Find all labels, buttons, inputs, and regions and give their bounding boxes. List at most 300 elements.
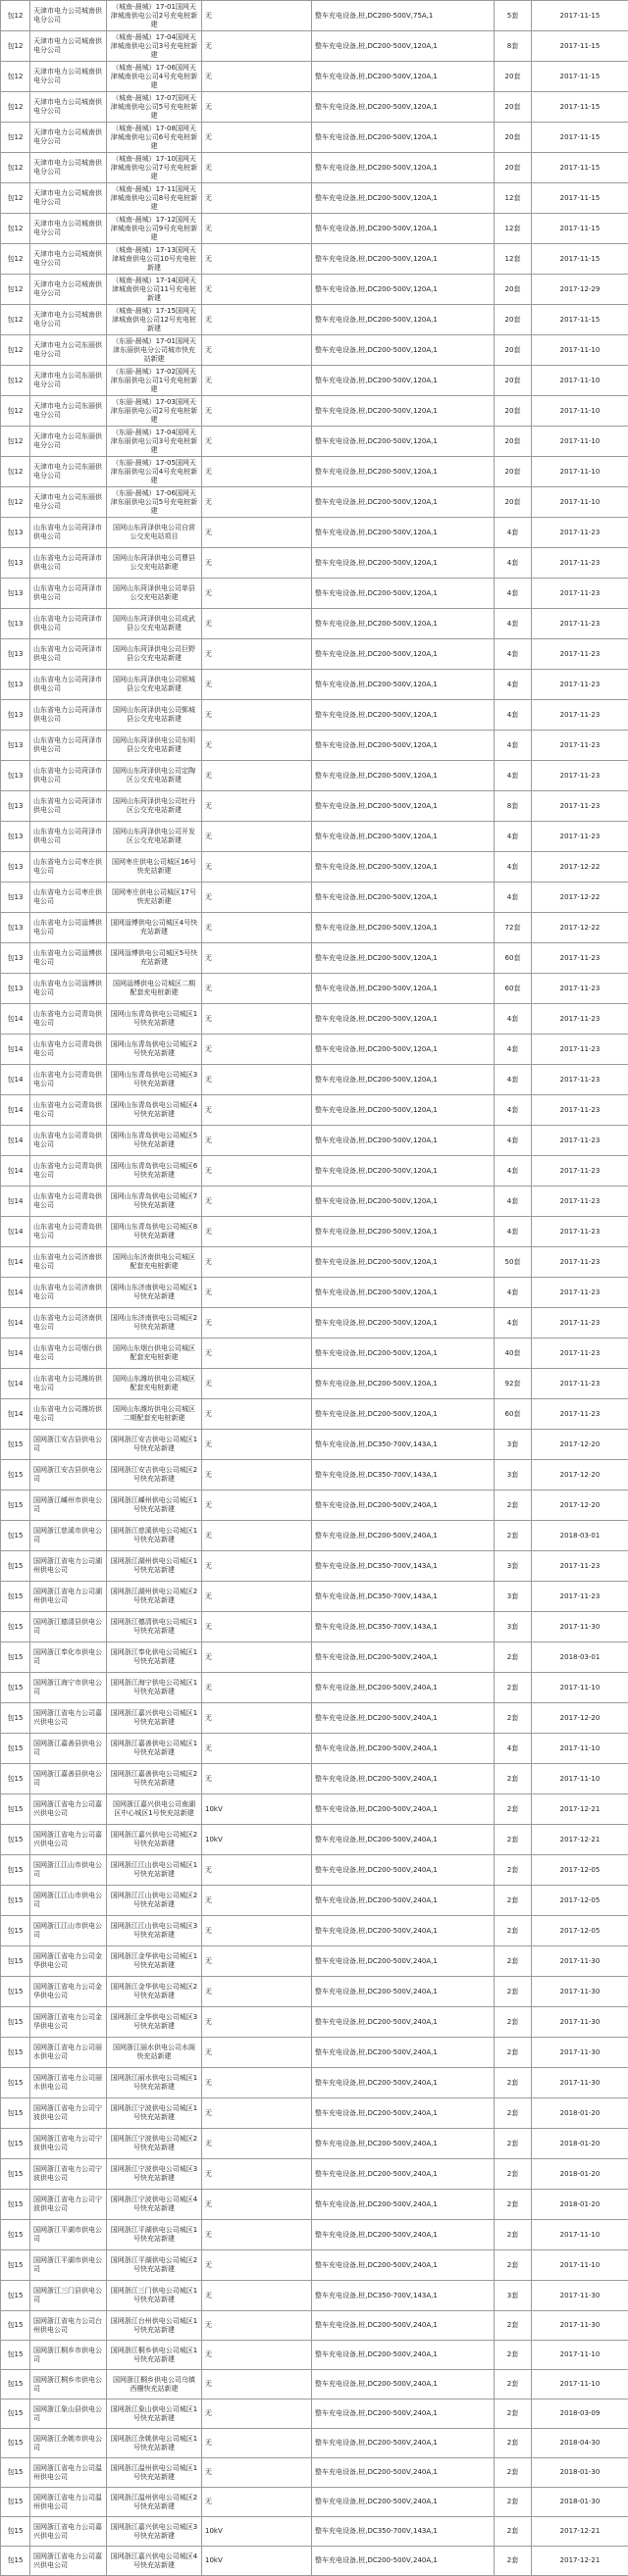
bag-cell: 包15 <box>1 1825 30 1855</box>
voltage-cell: 无 <box>202 2159 312 2190</box>
customer-cell: 国网浙江平湖市供电公司 <box>30 2220 107 2250</box>
equipment-cell: 整车充电设备,桩,DC350-700V,143A,1 <box>312 2517 495 2547</box>
date-cell: 2017-11-30 <box>532 1612 628 1642</box>
voltage-cell: 无 <box>202 1886 312 1916</box>
bag-cell: 包14 <box>1 1308 30 1339</box>
customer-cell: 国网浙江慈溪市供电公司 <box>30 1521 107 1551</box>
customer-cell: 山东省电力公司济南供电公司 <box>30 1308 107 1339</box>
table-row <box>1 1521 628 1551</box>
bag-cell: 包15 <box>1 2429 30 2458</box>
date-cell: 2017-12-20 <box>532 1703 628 1734</box>
table-row <box>1 2458 628 2488</box>
customer-cell: 国网浙江象山县供电公司 <box>30 2399 107 2429</box>
equipment-cell: 整车充电设备,桩,DC200-500V,240A,1 <box>312 2370 495 2399</box>
bag-cell: 包15 <box>1 2129 30 2159</box>
project-cell: （城南-晨城）17-08国网天津城南供电公司6号充电桩新建 <box>107 123 202 153</box>
customer-cell: 天津市电力公司城南供电分公司 <box>30 214 107 244</box>
equipment-cell: 整车充电设备,桩,DC200-500V,120A,1 <box>312 214 495 244</box>
project-cell: 国网浙江安吉供电公司城区2号快充站新建 <box>107 1460 202 1490</box>
voltage-cell: 无 <box>202 2220 312 2250</box>
customer-cell: 国网浙江嵊州市供电公司 <box>30 1490 107 1521</box>
equipment-cell: 整车充电设备,桩,DC350-700V,143A,1 <box>312 2281 495 2311</box>
project-cell: 国网山东青岛供电公司城区1号快充站新建 <box>107 1004 202 1035</box>
equipment-cell: 整车充电设备,桩,DC200-500V,240A,1 <box>312 1794 495 1825</box>
quantity-cell: 2套 <box>495 2458 532 2488</box>
date-cell: 2017-11-23 <box>532 1339 628 1369</box>
table-row <box>1 1825 628 1855</box>
table-row <box>1 1642 628 1673</box>
project-cell: 国网浙江平湖供电公司城区1号快充站新建 <box>107 2220 202 2250</box>
voltage-cell: 无 <box>202 1490 312 1521</box>
table-row <box>1 1430 628 1460</box>
customer-cell: 天津市电力公司东丽供电分公司 <box>30 487 107 518</box>
project-cell: 国网浙江金华供电公司城区3号快充站新建 <box>107 2007 202 2038</box>
bag-cell: 包15 <box>1 1794 30 1825</box>
table-row <box>1 2068 628 2098</box>
table-row <box>1 700 628 731</box>
quantity-cell: 4套 <box>495 1035 532 1065</box>
bag-cell: 包14 <box>1 1035 30 1065</box>
bag-cell: 包15 <box>1 1490 30 1521</box>
bag-cell: 包15 <box>1 2190 30 2220</box>
table-row <box>1 609 628 639</box>
quantity-cell: 4套 <box>495 639 532 670</box>
quantity-cell: 2套 <box>495 2517 532 2547</box>
bag-cell: 包14 <box>1 1399 30 1430</box>
customer-cell: 天津市电力公司东丽供电分公司 <box>30 335 107 366</box>
project-cell: 国网浙江丽水供电公司城区1号快充站新建 <box>107 2068 202 2098</box>
bag-cell: 包15 <box>1 2068 30 2098</box>
table-row <box>1 1339 628 1369</box>
equipment-cell: 整车充电设备,桩,DC200-500V,240A,1 <box>312 1977 495 2007</box>
bag-cell: 包15 <box>1 2281 30 2311</box>
quantity-cell: 2套 <box>495 2098 532 2129</box>
project-cell: 国网浙江海宁供电公司城区1号快充站新建 <box>107 1673 202 1703</box>
bag-cell: 包12 <box>1 457 30 487</box>
date-cell: 2017-11-30 <box>532 2068 628 2098</box>
voltage-cell: 无 <box>202 2129 312 2159</box>
equipment-cell: 整车充电设备,桩,DC200-500V,240A,1 <box>312 2068 495 2098</box>
voltage-cell: 无 <box>202 1734 312 1764</box>
customer-cell: 天津市电力公司东丽供电分公司 <box>30 366 107 396</box>
bag-cell: 包15 <box>1 2399 30 2429</box>
customer-cell: 山东省电力公司淄博供电公司 <box>30 913 107 943</box>
customer-cell: 天津市电力公司东丽供电分公司 <box>30 396 107 427</box>
quantity-cell: 2套 <box>495 2038 532 2068</box>
bag-cell: 包14 <box>1 1156 30 1187</box>
quantity-cell: 4套 <box>495 1004 532 1035</box>
table-row <box>1 1551 628 1582</box>
quantity-cell: 4套 <box>495 1095 532 1126</box>
table-row <box>1 1855 628 1886</box>
table-row <box>1 366 628 396</box>
customer-cell: 国网浙江省电力公司温州供电公司 <box>30 2488 107 2517</box>
equipment-cell: 整车充电设备,桩,DC200-500V,240A,1 <box>312 1855 495 1886</box>
project-cell: 国网山东菏泽供电公司牡丹区公交充电站新建 <box>107 791 202 822</box>
date-cell: 2017-11-23 <box>532 822 628 852</box>
equipment-cell: 整车充电设备,桩,DC350-700V,143A,1 <box>312 1430 495 1460</box>
voltage-cell: 无 <box>202 427 312 457</box>
equipment-cell: 整车充电设备,桩,DC200-500V,240A,1 <box>312 1764 495 1794</box>
table-row <box>1 305 628 335</box>
quantity-cell: 12套 <box>495 214 532 244</box>
date-cell: 2017-11-23 <box>532 1126 628 1156</box>
customer-cell: 国网浙江嘉善县供电公司 <box>30 1734 107 1764</box>
date-cell: 2017-11-15 <box>532 214 628 244</box>
date-cell: 2017-11-23 <box>532 1035 628 1065</box>
project-cell: 国网浙江嘉善供电公司城区1号快充站新建 <box>107 1734 202 1764</box>
quantity-cell: 2套 <box>495 1855 532 1886</box>
equipment-cell: 整车充电设备,桩,DC200-500V,120A,1 <box>312 548 495 579</box>
project-cell: （城南-晨城）17-13国网天津城南供电公司10号充电桩新建 <box>107 244 202 275</box>
voltage-cell: 无 <box>202 2098 312 2129</box>
voltage-cell: 无 <box>202 609 312 639</box>
project-cell: （城南-晨城）17-10国网天津城南供电公司7号充电桩新建 <box>107 153 202 183</box>
bag-cell: 包15 <box>1 2341 30 2370</box>
quantity-cell: 2套 <box>495 2190 532 2220</box>
equipment-cell: 整车充电设备,桩,DC200-500V,240A,1 <box>312 2007 495 2038</box>
bag-cell: 包14 <box>1 1187 30 1217</box>
project-cell: 国网浙江余姚供电公司城区1号快充站新建 <box>107 2429 202 2458</box>
voltage-cell: 无 <box>202 2399 312 2429</box>
customer-cell: 国网浙江桐乡市供电公司 <box>30 2341 107 2370</box>
quantity-cell: 8套 <box>495 791 532 822</box>
date-cell: 2017-12-21 <box>532 1825 628 1855</box>
quantity-cell: 3套 <box>495 2281 532 2311</box>
equipment-cell: 整车充电设备,桩,DC200-500V,120A,1 <box>312 1339 495 1369</box>
voltage-cell: 无 <box>202 123 312 153</box>
project-cell: （东丽-晨城）17-03国网天津东丽供电公司2号充电桩新建 <box>107 396 202 427</box>
bag-cell: 包13 <box>1 639 30 670</box>
voltage-cell: 10kV <box>202 1794 312 1825</box>
quantity-cell: 4套 <box>495 822 532 852</box>
table-row <box>1 2517 628 2547</box>
voltage-cell: 无 <box>202 822 312 852</box>
table-row <box>1 852 628 883</box>
voltage-cell: 无 <box>202 1004 312 1035</box>
bag-cell: 包12 <box>1 427 30 457</box>
bag-cell: 包15 <box>1 1734 30 1764</box>
date-cell: 2017-11-15 <box>532 92 628 123</box>
bag-cell: 包12 <box>1 92 30 123</box>
customer-cell: 山东省电力公司枣庄供电公司 <box>30 852 107 883</box>
bag-cell: 包13 <box>1 518 30 548</box>
table-row <box>1 427 628 457</box>
project-cell: 国网枣庄供电公司城区17号快充站新建 <box>107 883 202 913</box>
customer-cell: 国网浙江安吉县供电公司 <box>30 1430 107 1460</box>
bag-cell: 包13 <box>1 609 30 639</box>
equipment-cell: 整车充电设备,桩,DC200-500V,240A,1 <box>312 2341 495 2370</box>
table-row <box>1 791 628 822</box>
date-cell: 2017-11-30 <box>532 2007 628 2038</box>
bag-cell: 包13 <box>1 791 30 822</box>
quantity-cell: 20套 <box>495 427 532 457</box>
equipment-cell: 整车充电设备,桩,DC200-500V,120A,1 <box>312 518 495 548</box>
bag-cell: 包12 <box>1 366 30 396</box>
date-cell: 2017-11-10 <box>532 2250 628 2281</box>
quantity-cell: 20套 <box>495 123 532 153</box>
project-cell: 国网山东菏泽供电公司单县公交充电站新建 <box>107 579 202 609</box>
date-cell: 2017-11-23 <box>532 1004 628 1035</box>
project-cell: 国网山东菏泽供电公司成武县公交充电站新建 <box>107 609 202 639</box>
project-cell: 国网浙江温州供电公司城区1号快充站新建 <box>107 2458 202 2488</box>
date-cell: 2017-11-30 <box>532 1977 628 2007</box>
customer-cell: 天津市电力公司东丽供电分公司 <box>30 427 107 457</box>
customer-cell: 山东省电力公司菏泽市供电公司 <box>30 822 107 852</box>
bag-cell: 包13 <box>1 943 30 974</box>
voltage-cell: 无 <box>202 92 312 123</box>
voltage-cell: 无 <box>202 457 312 487</box>
date-cell: 2017-12-20 <box>532 1490 628 1521</box>
equipment-cell: 整车充电设备,桩,DC200-500V,240A,1 <box>312 2429 495 2458</box>
equipment-cell: 整车充电设备,桩,DC200-500V,120A,1 <box>312 1156 495 1187</box>
equipment-cell: 整车充电设备,桩,DC200-500V,240A,1 <box>312 2250 495 2281</box>
date-cell: 2017-11-23 <box>532 1187 628 1217</box>
quantity-cell: 4套 <box>495 548 532 579</box>
voltage-cell: 无 <box>202 2429 312 2458</box>
project-cell: （城南-晨城）17-06国网天津城南供电公司4号充电桩新建 <box>107 62 202 92</box>
date-cell: 2017-11-23 <box>532 1156 628 1187</box>
quantity-cell: 4套 <box>495 700 532 731</box>
project-cell: 国网浙江江山供电公司城区1号快充站新建 <box>107 1855 202 1886</box>
date-cell: 2017-11-10 <box>532 335 628 366</box>
table-row <box>1 1 628 31</box>
table-row <box>1 1946 628 1977</box>
customer-cell: 天津市电力公司城南供电分公司 <box>30 1 107 31</box>
bag-cell: 包14 <box>1 1369 30 1399</box>
table-row <box>1 731 628 761</box>
equipment-cell: 整车充电设备,桩,DC200-500V,240A,1 <box>312 1642 495 1673</box>
bag-cell: 包13 <box>1 548 30 579</box>
table-row <box>1 1582 628 1612</box>
voltage-cell: 无 <box>202 518 312 548</box>
quantity-cell: 2套 <box>495 1673 532 1703</box>
date-cell: 2017-11-30 <box>532 2038 628 2068</box>
table-row <box>1 1916 628 1946</box>
customer-cell: 国网浙江省电力公司湖州供电公司 <box>30 1551 107 1582</box>
quantity-cell: 2套 <box>495 1916 532 1946</box>
quantity-cell: 2套 <box>495 2341 532 2370</box>
project-cell: （城南-晨城）17-11国网天津城南供电公司8号充电桩新建 <box>107 183 202 214</box>
quantity-cell: 3套 <box>495 1460 532 1490</box>
date-cell: 2017-11-15 <box>532 31 628 62</box>
date-cell: 2017-11-15 <box>532 1 628 31</box>
project-cell: 国网浙江宁波供电公司城区2号快充站新建 <box>107 2129 202 2159</box>
date-cell: 2017-11-23 <box>532 1369 628 1399</box>
date-cell: 2017-11-30 <box>532 2281 628 2311</box>
project-cell: 国网山东潍坊供电公司城区配套充电桩新建 <box>107 1369 202 1399</box>
table-row <box>1 1886 628 1916</box>
date-cell: 2017-12-21 <box>532 2547 628 2576</box>
bag-cell: 包12 <box>1 123 30 153</box>
date-cell: 2017-11-23 <box>532 1095 628 1126</box>
bag-cell: 包13 <box>1 700 30 731</box>
equipment-cell: 整车充电设备,桩,DC200-500V,120A,1 <box>312 487 495 518</box>
customer-cell: 山东省电力公司菏泽市供电公司 <box>30 609 107 639</box>
bag-cell: 包15 <box>1 2250 30 2281</box>
voltage-cell: 无 <box>202 1187 312 1217</box>
date-cell: 2017-11-10 <box>532 396 628 427</box>
voltage-cell: 无 <box>202 761 312 791</box>
voltage-cell: 无 <box>202 214 312 244</box>
table-row <box>1 244 628 275</box>
quantity-cell: 2套 <box>495 1825 532 1855</box>
table-row <box>1 31 628 62</box>
bag-cell: 包15 <box>1 1642 30 1673</box>
voltage-cell: 无 <box>202 1673 312 1703</box>
date-cell: 2017-11-23 <box>532 1551 628 1582</box>
table-row <box>1 2098 628 2129</box>
bag-cell: 包13 <box>1 852 30 883</box>
quantity-cell: 60套 <box>495 1399 532 1430</box>
voltage-cell: 无 <box>202 883 312 913</box>
table-row <box>1 2159 628 2190</box>
table-row <box>1 1399 628 1430</box>
bag-cell: 包15 <box>1 1764 30 1794</box>
equipment-cell: 整车充电设备,桩,DC200-500V,120A,1 <box>312 943 495 974</box>
voltage-cell: 无 <box>202 2250 312 2281</box>
date-cell: 2018-03-09 <box>532 2399 628 2429</box>
bag-cell: 包15 <box>1 1977 30 2007</box>
bag-cell: 包15 <box>1 1886 30 1916</box>
date-cell: 2017-11-23 <box>532 609 628 639</box>
table-row <box>1 2250 628 2281</box>
table-row <box>1 123 628 153</box>
table-row <box>1 1004 628 1035</box>
equipment-cell: 整车充电设备,桩,DC200-500V,240A,1 <box>312 1703 495 1734</box>
table-row <box>1 1703 628 1734</box>
project-cell: 国网浙江丽水供电公司水阁快充站新建 <box>107 2038 202 2068</box>
table-row <box>1 1794 628 1825</box>
project-cell: 国网浙江嵊州供电公司城区1号快充站新建 <box>107 1490 202 1521</box>
table-row <box>1 518 628 548</box>
bag-cell: 包14 <box>1 1126 30 1156</box>
equipment-cell: 整车充电设备,桩,DC200-500V,240A,1 <box>312 2399 495 2429</box>
equipment-cell: 整车充电设备,桩,DC200-500V,240A,1 <box>312 2038 495 2068</box>
date-cell: 2018-04-30 <box>532 2429 628 2458</box>
date-cell: 2017-11-23 <box>532 1278 628 1308</box>
voltage-cell: 无 <box>202 1065 312 1095</box>
voltage-cell: 无 <box>202 2007 312 2038</box>
voltage-cell: 无 <box>202 1916 312 1946</box>
voltage-cell: 无 <box>202 2341 312 2370</box>
project-cell: 国网山东青岛供电公司城区8号快充站新建 <box>107 1217 202 1247</box>
table-row <box>1 2038 628 2068</box>
bag-cell: 包15 <box>1 2038 30 2068</box>
table-row <box>1 913 628 943</box>
equipment-cell: 整车充电设备,桩,DC200-500V,120A,1 <box>312 366 495 396</box>
bag-cell: 包13 <box>1 974 30 1004</box>
voltage-cell: 无 <box>202 183 312 214</box>
project-cell: 国网浙江江山供电公司城区3号快充站新建 <box>107 1916 202 1946</box>
voltage-cell: 无 <box>202 1582 312 1612</box>
quantity-cell: 2套 <box>495 1703 532 1734</box>
equipment-cell: 整车充电设备,桩,DC200-500V,240A,1 <box>312 1734 495 1764</box>
customer-cell: 国网浙江安吉县供电公司 <box>30 1460 107 1490</box>
date-cell: 2018-03-01 <box>532 1642 628 1673</box>
project-cell: 国网山东青岛供电公司城区2号快充站新建 <box>107 1035 202 1065</box>
voltage-cell: 无 <box>202 1247 312 1278</box>
equipment-cell: 整车充电设备,桩,DC200-500V,120A,1 <box>312 579 495 609</box>
equipment-cell: 整车充电设备,桩,DC200-500V,120A,1 <box>312 1308 495 1339</box>
bag-cell: 包14 <box>1 1095 30 1126</box>
table-row <box>1 1612 628 1642</box>
table-row <box>1 2007 628 2038</box>
project-cell: 国网浙江奉化供电公司城区1号快充站新建 <box>107 1642 202 1673</box>
table-row <box>1 62 628 92</box>
date-cell: 2017-11-15 <box>532 305 628 335</box>
customer-cell: 山东省电力公司青岛供电公司 <box>30 1035 107 1065</box>
equipment-cell: 整车充电设备,桩,DC200-500V,120A,1 <box>312 609 495 639</box>
voltage-cell: 无 <box>202 2488 312 2517</box>
date-cell: 2017-11-23 <box>532 639 628 670</box>
project-cell: （城南-晨城）17-01国网天津城南供电公司2号充电桩新建 <box>107 1 202 31</box>
bag-cell: 包15 <box>1 1460 30 1490</box>
quantity-cell: 2套 <box>495 1642 532 1673</box>
date-cell: 2017-11-23 <box>532 579 628 609</box>
customer-cell: 国网浙江余姚市供电公司 <box>30 2429 107 2458</box>
quantity-cell: 4套 <box>495 1065 532 1095</box>
equipment-cell: 整车充电设备,桩,DC200-500V,120A,1 <box>312 670 495 700</box>
table-row <box>1 1764 628 1794</box>
bag-cell: 包13 <box>1 761 30 791</box>
equipment-cell: 整车充电设备,桩,DC200-500V,120A,1 <box>312 791 495 822</box>
voltage-cell: 无 <box>202 700 312 731</box>
date-cell: 2018-01-20 <box>532 2190 628 2220</box>
quantity-cell: 4套 <box>495 1126 532 1156</box>
customer-cell: 国网浙江嘉善县供电公司 <box>30 1764 107 1794</box>
customer-cell: 山东省电力公司菏泽市供电公司 <box>30 579 107 609</box>
date-cell: 2017-12-21 <box>532 2517 628 2547</box>
date-cell: 2017-11-23 <box>532 974 628 1004</box>
date-cell: 2017-12-21 <box>532 1794 628 1825</box>
project-cell: 国网浙江象山供电公司城区1号快充站新建 <box>107 2399 202 2429</box>
table-row <box>1 1217 628 1247</box>
equipment-cell: 整车充电设备,桩,DC200-500V,240A,1 <box>312 2129 495 2159</box>
table-row <box>1 670 628 700</box>
bag-cell: 包13 <box>1 822 30 852</box>
equipment-cell: 整车充电设备,桩,DC200-500V,120A,1 <box>312 1095 495 1126</box>
quantity-cell: 4套 <box>495 579 532 609</box>
table-row <box>1 1734 628 1764</box>
project-cell: 国网浙江安吉供电公司城区1号快充站新建 <box>107 1430 202 1460</box>
customer-cell: 山东省电力公司青岛供电公司 <box>30 1187 107 1217</box>
quantity-cell: 4套 <box>495 1156 532 1187</box>
equipment-cell: 整车充电设备,桩,DC200-500V,240A,1 <box>312 2458 495 2488</box>
customer-cell: 国网浙江省电力公司嘉兴供电公司 <box>30 1794 107 1825</box>
project-cell: 国网浙江湖州供电公司城区2号快充站新建 <box>107 1582 202 1612</box>
customer-cell: 山东省电力公司菏泽市供电公司 <box>30 761 107 791</box>
date-cell: 2017-11-23 <box>532 548 628 579</box>
date-cell: 2017-11-23 <box>532 1582 628 1612</box>
table-row <box>1 2129 628 2159</box>
quantity-cell: 4套 <box>495 1278 532 1308</box>
quantity-cell: 2套 <box>495 1794 532 1825</box>
customer-cell: 国网浙江省电力公司嘉兴供电公司 <box>30 1825 107 1855</box>
quantity-cell: 2套 <box>495 2370 532 2399</box>
bag-cell: 包15 <box>1 2220 30 2250</box>
date-cell: 2018-03-01 <box>532 1521 628 1551</box>
equipment-cell: 整车充电设备,桩,DC200-500V,120A,1 <box>312 275 495 305</box>
quantity-cell: 2套 <box>495 2547 532 2576</box>
table-row <box>1 1035 628 1065</box>
customer-cell: 国网浙江省电力公司嘉兴供电公司 <box>30 2517 107 2547</box>
table-row <box>1 457 628 487</box>
date-cell: 2017-12-22 <box>532 913 628 943</box>
customer-cell: 国网浙江江山市供电公司 <box>30 1886 107 1916</box>
quantity-cell: 2套 <box>495 1521 532 1551</box>
project-cell: （城南-晨城）17-07国网天津城南供电公司5号充电桩新建 <box>107 92 202 123</box>
